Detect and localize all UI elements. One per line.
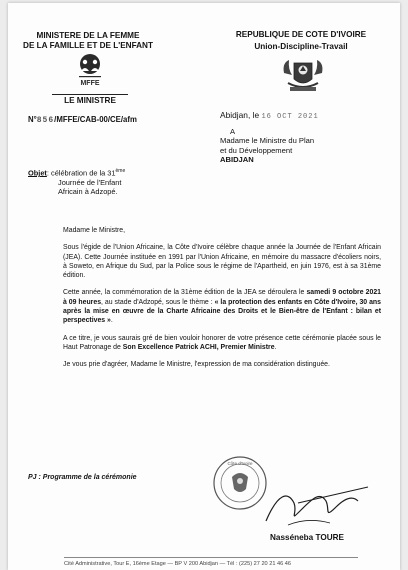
date-line [220,110,319,121]
footer-rule [64,557,358,558]
object-line-3: Africain à Adzopé. [58,187,118,197]
seal-text: Côte d'Ivoire [227,461,253,466]
paragraph-1: Sous l'égide de l'Union Africaine, la Côte d'Ivoire célèbre chaque année la Journée de l'Enfant Africain (JEA). Cette Journée instituée en 1991 par l'Union Africaine, en mémoire du massacre d'écoliers noirs, à Soweto, en Afrique du Sud, par la Police sous le régime de l'Apartheid, en juin 1976, est à sa 31ème édition. [63,244,381,280]
country-motto: Union-Discipline-Travail [254,42,348,51]
date-stamp: 16 OCT 2021 [261,113,319,121]
country-name: REPUBLIQUE DE COTE D'IVOIRE [235,30,367,39]
signer-title: LE MINISTRE [64,96,116,105]
salutation: Madame le Ministre, [63,227,126,234]
object-line-2: Journée de l'Enfant [58,177,122,187]
handwritten-signature [258,473,378,533]
object-label: Objet [28,168,47,178]
reference-prefix: N° [28,115,37,124]
ministry-line-1: MINISTERE DE LA FEMME [36,31,140,40]
paragraph-2 [63,288,381,325]
recipient-block [220,127,390,164]
date-place: Abidjan, le [220,110,260,120]
reference-number-stamp: 856 [36,116,55,125]
paragraph-2-theme: « la protection des enfants en Côte d'Ivoire, 30 ans après la mise en œuvre de la Charte Africaine des Droits et le Bien-être de l'Enfant : bilan et perspectives » [63,298,381,325]
object-block [28,167,178,196]
object-line-1: : célébration de la 31 [46,168,116,178]
country-header [208,30,394,52]
recipient-prefix: A [230,127,236,136]
mffe-logo [70,53,110,89]
recipient-city: ABIDJAN [220,154,254,164]
coat-of-arms-emblem [280,57,326,97]
paragraph-3 [63,334,381,353]
ministry-name [14,31,162,51]
paragraph-2-text-1: Cette année, la commémoration de la 31ème édition de la JEA se déroulera le [63,289,307,297]
reference-code: /MFFE/CAB-00/CE/afm [54,115,137,124]
ministry-line-2: DE LA FAMILLE ET DE L'ENFANT [23,41,153,50]
letter-body [63,226,381,370]
signer-title-rule [52,94,128,95]
recipient-line-1: Madame le Ministre du Plan [220,136,315,146]
mffe-logo-text: MFFE [80,80,100,87]
paragraph-3-text-1: A ce titre, je vous saurais gré de bien vouloir honorer de votre présence cette cérémonie placée sous le Haut Patronage de [63,334,381,351]
paragraph-3-patron: Son Excellence Patrick ACHI, Premier Ministre [122,343,275,351]
letter-page [8,3,400,570]
footer-address: Cité Administrative, Tour E, 16ème Etage — BP V 200 Abidjan — Tél : (225) 27 20 21 46 46 [64,561,291,567]
object-sup: ème [115,168,126,174]
recipient-line-2: et du Développement [220,145,293,155]
paragraph-2-text-2: , au stade d'Adzopé, sous le thème : [101,298,215,306]
enclosure-note: PJ : Programme de la cérémonie [28,474,137,481]
paragraph-4: Je vous prie d'agréer, Madame le Ministre, l'expression de ma considération distinguée. [63,361,330,369]
paragraph-2-text-3: . [110,317,113,325]
paragraph-2-date: samedi 9 octobre 2021 à 09 heures [63,289,381,306]
reference-number [28,115,137,125]
paragraph-3-text-2: . [274,343,277,351]
signer-name: Nasséneba TOURE [270,533,345,542]
